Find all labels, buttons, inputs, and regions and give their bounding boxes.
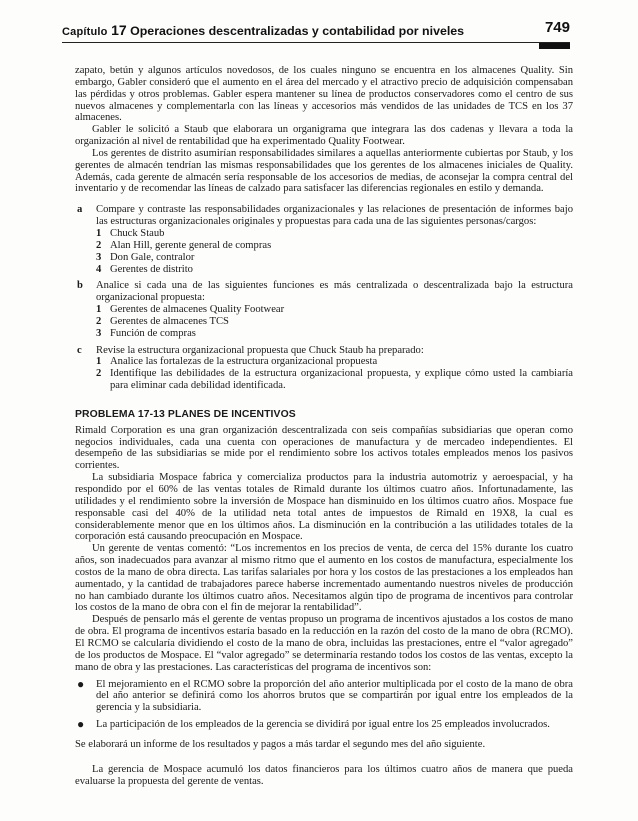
bullet-dot-icon: ● [77, 676, 85, 691]
sub-item [96, 264, 573, 276]
question-a [75, 204, 573, 275]
bullet-item [75, 676, 573, 715]
sub-item [96, 356, 573, 368]
chapter-word: Capítulo [62, 26, 108, 38]
sub-item-number: 1 [96, 304, 102, 316]
sub-item-number: 3 [96, 251, 102, 263]
intro-paragraph-2: Gabler le solicitó a Staub que elaborara un organigrama que integrara las dos cadenas y llevara a toda la organización al nivel de rentabilidad que ha experimentado Quality Footwear. [75, 124, 573, 148]
sub-item [96, 304, 573, 316]
running-header [62, 19, 570, 41]
header-rule [62, 42, 570, 43]
sub-item [96, 252, 573, 264]
sub-item-number: 2 [96, 315, 102, 327]
sub-item-number: 2 [96, 239, 102, 251]
bullet-item [75, 719, 573, 731]
sub-item-text: Identifique las debilidades de la estructura organizacional propuesta, y explique cómo usted la cambiaría para eliminar cada debilidad identificada. [110, 368, 573, 392]
chapter-number: 17 [111, 22, 127, 38]
question-text: Compare y contraste las responsabilidades organizacionales y las relaciones de presentación de informes bajo las estructuras organizacionales originales y propuestas para cada una de las siguientes personas/cargos: [96, 204, 573, 228]
sub-item-text: Alan Hill, gerente general de compras [110, 239, 272, 251]
report-note: Se elaborará un informe de los resultados y pagos a más tardar el segundo mes del año siguiente. [75, 738, 486, 750]
sub-item [96, 316, 573, 328]
bullet-text: La participación de los empleados de la gerencia se dividirá por igual entre los 25 empleados involucrados. [96, 719, 550, 731]
sub-item-number: 1 [96, 356, 102, 368]
problem-heading: PROBLEMA 17-13 PLANES DE INCENTIVOS [75, 408, 296, 420]
problem-paragraph-1: Rimald Corporation es una gran organización descentralizada con seis compañías subsidiarias que operan como negocios individuales, cada una cuenta con operaciones de manufactura y de mercadeo independientes. El desempeño de las subsidiarias se mide por el rendimiento sobre los activos totales empleados menos los pasivos corrientes. [75, 424, 573, 472]
sub-item-text: Función de compras [110, 327, 196, 339]
sub-item [96, 328, 573, 340]
sub-item-text: Gerentes de distrito [110, 263, 193, 275]
question-c [75, 345, 573, 392]
question-b [75, 280, 573, 339]
sub-item-number: 4 [96, 263, 102, 275]
sub-item [96, 368, 573, 392]
sub-item-number: 3 [96, 327, 102, 339]
question-label: b [77, 280, 83, 292]
problem-paragraph-3: Un gerente de ventas comentó: “Los incrementos en los precios de venta, de cerca del 15% durante los cuatro años, son inadecuados para avanzar al mismo ritmo que el aumento en los costos de manufactura, especialmente los costos de la mano de obra directa. Las tarifas salariales por hora y los costos de las prestaciones a los empleados han aumentado, y la cantidad de trabajadores parece haberse incrementado aumentando nuestros niveles de producción no han cambiado durante los últimos cuatro años. Necesitamos algún tipo de programa de incentivos para controlar los costos de la mano de obra con el fin de mejorar la rentabilidad”. [75, 543, 573, 614]
sub-item-text: Chuck Staub [110, 227, 165, 239]
closing-paragraph: La gerencia de Mospace acumuló los datos financieros para los últimos cuatro años de manera que pueda evaluarse la propuesta del gerente de ventas. [75, 763, 573, 787]
chapter-heading [62, 22, 464, 38]
question-text: Analice si cada una de las siguientes funciones es más centralizada o descentralizada bajo la estructura organizacional propuesta: [96, 280, 573, 304]
sub-item-number: 1 [96, 227, 102, 239]
bullet-dot-icon: ● [77, 717, 85, 732]
page-body [75, 65, 573, 787]
thumb-tab-marker [539, 43, 570, 49]
question-text: Revise la estructura organizacional propuesta que Chuck Staub ha preparado: [96, 344, 424, 356]
sub-item [96, 228, 573, 240]
bullet-text: El mejoramiento en el RCMO sobre la proporción del año anterior multiplicada por el costo de la mano de obra del año anterior se definirá como los ahorros brutos que se compartirán por igual entre los empleados de la gerencia y la subsidiaria. [96, 678, 573, 714]
chapter-title: Operaciones descentralizadas y contabilidad por niveles [130, 24, 465, 38]
sub-item-text: Gerentes de almacenes Quality Footwear [110, 304, 285, 316]
sub-item-text: Gerentes de almacenes TCS [110, 315, 229, 327]
problem-paragraph-4: Después de pensarlo más el gerente de ventas propuso un programa de incentivos ajustados a los costos de mano de obra. El programa de incentivos estaría basado en la reducción en la razón del costo de la mano de obra (RCMO). El RCMO se calcularía dividiendo el costo de la mano de obra, incluidas las prestaciones, entre el “valor agregado” de los productos de Mospace. El “valor agregado” se determinaría restando todos los costos de las ventas, excepto la mano de obra y las prestaciones. Las características del programa de incentivos son: [75, 614, 573, 673]
page-number: 749 [544, 19, 570, 36]
sub-item-text: Analice las fortalezas de la estructura organizacional propuesta [110, 356, 378, 368]
intro-paragraph-3: Los gerentes de distrito asumirían responsabilidades similares a aquellas anteriormente cubiertas por Staub, y los gerentes de almacén tendrían las mismas responsabilidades que los gerentes de los almacenes iniciales de Quality. Además, cada gerente de almacén sería responsable de los accesorios de medias, de aconsejar la compra central del inventario y de recomendar las líneas de calzado para satisfacer las diferencias regionales en estilo y demanda. [75, 147, 573, 195]
question-label: a [77, 204, 83, 216]
sub-item [96, 240, 573, 252]
sub-item-number: 2 [96, 368, 102, 380]
question-label: c [77, 344, 82, 356]
intro-paragraph-1: zapato, betún y algunos artículos novedosos, de los cuales ninguno se encuentra en los almacenes Quality. Sin embargo, Gabler consideró que el aumento en el área del mercado y el atractivo precio de adquisición compensaban las pérdidas y otros problemas. Gabler espera mantener su línea de productos conservadores como el centro de sus nuevos almacenes y complementarla con las líneas y accesorios más vendidos de las unidades de TCS en los 37 almacenes. [75, 65, 573, 124]
problem-paragraph-2: La subsidiaria Mospace fabrica y comercializa productos para la industria automotriz y aeroespacial, y ha respondido por el 60% de las ventas totales de Rimald durante los últimos cuatro años. Infortunadamente, las utilidades y el rendimiento sobre la inversión de Mospace han disminuido en los últimos cuatro años. Mospace fue responsable casi del 40% de la utilidad neta total antes de impuestos de Rimald en 19X8, la cual es considerablemente menor que en los últimos años. La disminución en la contribución a las utilidades totales de la corporación está causando preocupación en Mospace. [75, 472, 573, 543]
sub-item-text: Don Gale, contralor [110, 251, 195, 263]
